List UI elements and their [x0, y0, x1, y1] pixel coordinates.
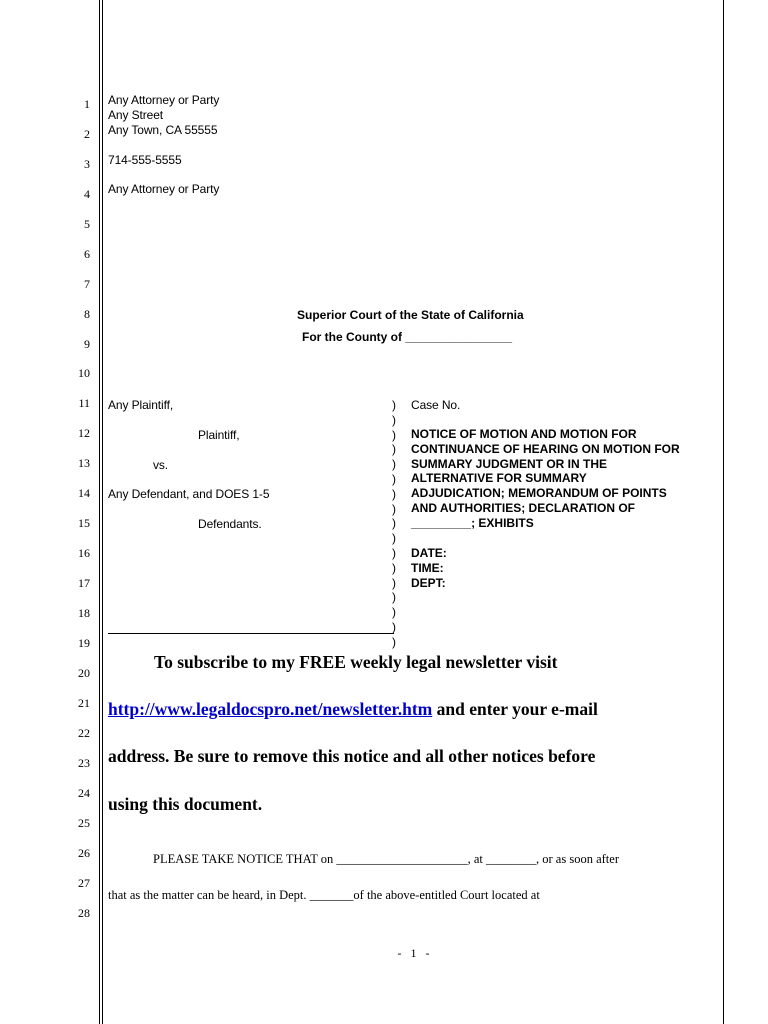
line-number: 14 — [78, 486, 90, 500]
notice-line-2-rest: and enter your e-mail — [432, 699, 598, 719]
hearing-time-label: TIME: — [411, 560, 444, 575]
line-number: 4 — [84, 187, 90, 201]
attorney-street: Any Street — [108, 108, 164, 122]
line-number: 6 — [84, 247, 90, 261]
line-number: 7 — [84, 277, 90, 291]
notice-line-1: To subscribe to my FREE weekly legal newsletter visit — [154, 652, 558, 672]
document-title-line: CONTINUANCE OF HEARING ON MOTION FOR — [411, 441, 680, 456]
right-margin-rule — [723, 0, 724, 1024]
line-number: 20 — [78, 666, 90, 680]
line-number: 23 — [78, 756, 90, 770]
line-number: 26 — [78, 846, 90, 860]
line-number: 19 — [78, 636, 90, 650]
defendant-role: Defendants. — [198, 517, 262, 531]
line-number: 2 — [84, 127, 90, 141]
line-number: 11 — [78, 396, 90, 410]
caption-underline — [108, 633, 394, 634]
notice-line-4: using this document. — [108, 794, 263, 814]
left-margin-rule-outer — [99, 0, 100, 1024]
line-number: 13 — [78, 456, 90, 470]
case-number-label: Case No. — [411, 398, 461, 412]
line-number: 16 — [78, 546, 90, 560]
document-title-line: ADJUDICATION; MEMORANDUM OF POINTS — [411, 486, 667, 501]
line-number: 28 — [78, 906, 90, 920]
newsletter-link[interactable]: http://www.legaldocspro.net/newsletter.htm — [108, 699, 433, 719]
defendant-name: Any Defendant, and DOES 1-5 — [108, 487, 270, 501]
document-title-line: AND AUTHORITIES; DECLARATION OF — [411, 500, 635, 515]
plaintiff-role: Plaintiff, — [198, 428, 240, 442]
line-number: 21 — [78, 696, 90, 710]
body-paragraph-line-1: PLEASE TAKE NOTICE THAT on _____________________, at ________, or as soon after — [153, 852, 619, 866]
line-number: 18 — [78, 606, 90, 620]
court-name: Superior Court of the State of California — [297, 308, 524, 322]
page-number: - 1 - — [397, 946, 433, 960]
attorney-for: Any Attorney or Party — [108, 182, 220, 196]
line-number: 8 — [84, 307, 90, 321]
line-number: 24 — [78, 786, 90, 800]
court-county: For the County of ________________ — [302, 330, 513, 344]
document-title — [411, 427, 680, 531]
line-number: 1 — [84, 97, 90, 111]
body-paragraph-line-2: that as the matter can be heard, in Dept. _______of the above-entitled Court located at — [108, 888, 540, 902]
document-title-line: NOTICE OF MOTION AND MOTION FOR — [411, 427, 637, 441]
document-title-line: ALTERNATIVE FOR SUMMARY — [411, 471, 587, 486]
line-number: 22 — [78, 726, 90, 740]
document-title-line: _________; EXHIBITS — [411, 515, 534, 530]
line-number: 17 — [78, 576, 90, 590]
versus-label: vs. — [153, 458, 169, 472]
line-number: 5 — [84, 217, 90, 231]
document-title-line: SUMMARY JUDGMENT OR IN THE — [411, 456, 608, 471]
line-number: 12 — [78, 426, 90, 440]
caption-parenthesis-column: ) ) ) ) ) ) ) ) ) ) ) ) ) ) ) ) ) — [392, 398, 396, 649]
line-number: 10 — [78, 366, 90, 380]
line-number: 15 — [78, 516, 90, 530]
line-number: 25 — [78, 816, 90, 830]
line-number: 3 — [84, 157, 90, 171]
plaintiff-name: Any Plaintiff, — [108, 398, 174, 412]
notice-line-2 — [108, 699, 598, 720]
line-number: 9 — [84, 337, 90, 351]
line-number: 27 — [78, 876, 90, 890]
notice-line-3: address. Be sure to remove this notice and all other notices before — [108, 746, 596, 766]
hearing-info — [411, 546, 447, 590]
attorney-phone: 714-555-5555 — [108, 153, 182, 167]
attorney-city: Any Town, CA 55555 — [108, 123, 218, 137]
attorney-name: Any Attorney or Party — [108, 93, 220, 107]
hearing-dept-label: DEPT: — [411, 575, 446, 590]
left-margin-rule-inner — [102, 0, 103, 1024]
hearing-date-label: DATE: — [411, 546, 447, 560]
